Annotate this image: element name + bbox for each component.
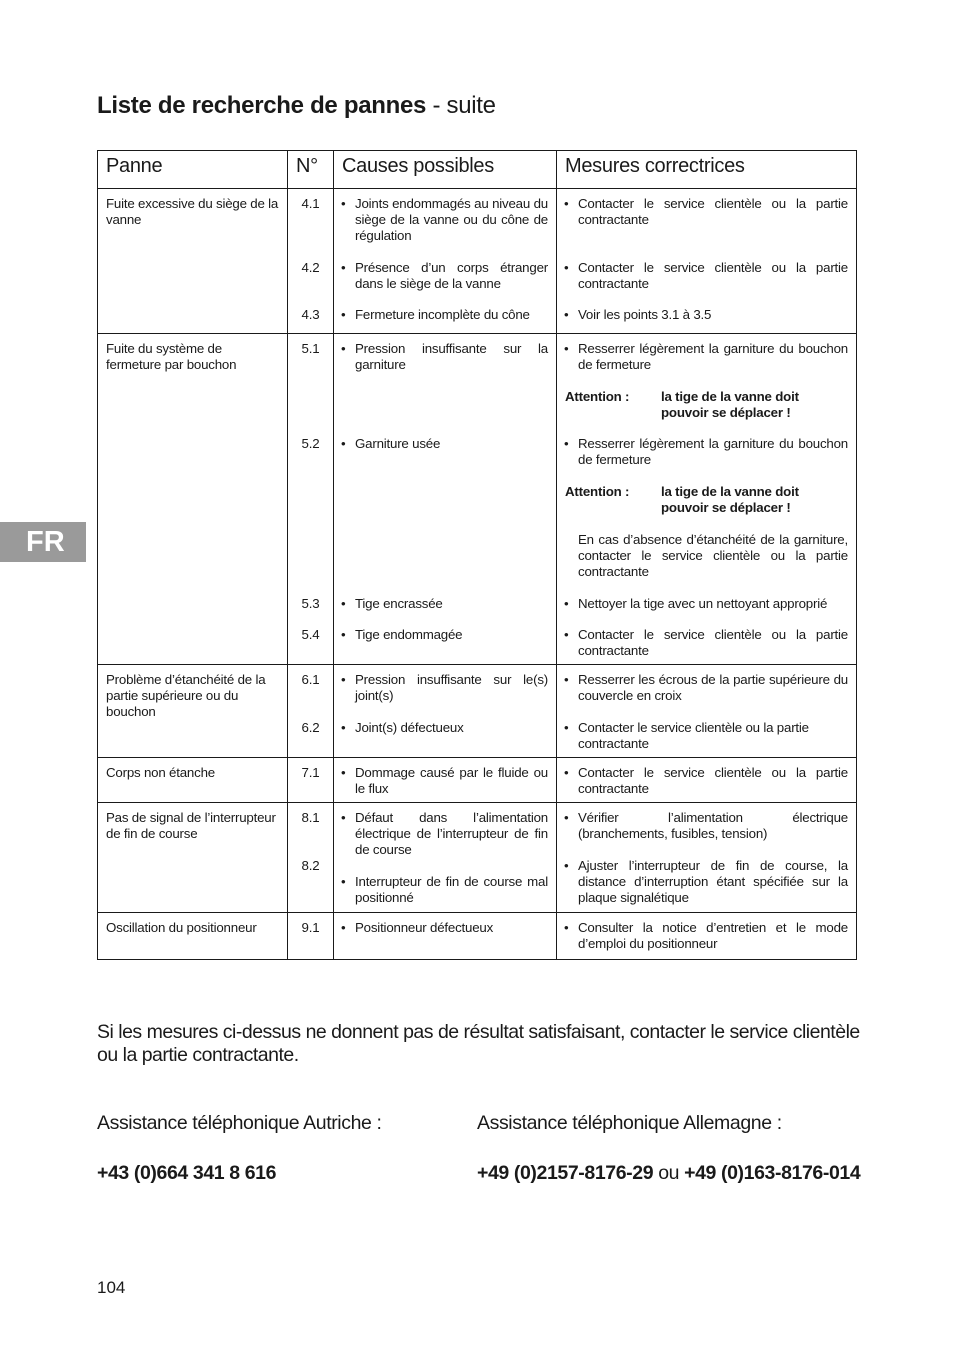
- hotline-germany-numbers: [477, 1162, 860, 1185]
- measure-item: • Resserrer les écrous de la partie supérieure du couvercle en croix: [564, 672, 848, 703]
- table-row: [98, 189, 857, 334]
- measure-note: En cas d’absence d’étanchéité de la garniture, contacter le service clientèle ou la partie contractante: [578, 532, 848, 579]
- num-cell: [288, 189, 334, 334]
- attention-text: la tige de la vanne doit pouvoir se déplacer !: [661, 389, 799, 420]
- fault-number: 4.1: [301, 196, 320, 211]
- measure-item: • Resserrer légèrement la garniture du bouchon de fermeture: [564, 436, 848, 467]
- attention-note: [557, 484, 856, 516]
- table-row: [98, 665, 857, 758]
- measure-item: • Consulter la notice d’entretien et le mode d’emploi du positionneur: [564, 920, 848, 951]
- header-mesures: Mesures correctrices: [557, 151, 857, 189]
- measure-item: • Contacter le service clientèle ou la partie contractante: [564, 627, 848, 658]
- num-cell: [288, 665, 334, 758]
- num-cell: [288, 913, 334, 960]
- attention-label: Attention :: [565, 389, 630, 404]
- page-number: 104: [97, 1278, 126, 1297]
- cause-item: • Joint(s) défectueux: [341, 720, 464, 735]
- header-causes: Causes possibles: [334, 151, 557, 189]
- language-tab-fr: FR: [0, 522, 86, 562]
- cause-item: • Positionneur défectueux: [341, 920, 494, 935]
- fault-number: 8.1: [301, 810, 320, 825]
- measure-item: • Resserrer légèrement la garniture du bouchon de fermeture: [564, 341, 848, 372]
- causes-cell: [334, 665, 557, 758]
- num-cell: [288, 758, 334, 803]
- fault-number: 4.3: [301, 307, 320, 322]
- causes-cell: [334, 758, 557, 803]
- fault-number: 5.4: [301, 627, 320, 642]
- panne-cell: Fuite du système de fermeture par bouchon: [98, 334, 288, 665]
- attention-note: [557, 389, 856, 421]
- fault-number: 7.1: [301, 765, 320, 780]
- panne-cell: Problème d’étanchéité de la partie supérieure ou du bouchon: [98, 665, 288, 758]
- fault-number: 9.1: [301, 920, 320, 935]
- fault-number: 6.2: [301, 720, 320, 735]
- num-cell: [288, 334, 334, 665]
- causes-cell: [334, 334, 557, 665]
- num-cell: [288, 803, 334, 913]
- causes-cell: [334, 803, 557, 913]
- measure-item: • Ajuster l’interrupteur de fin de course, la distance d’interruption étant spécifiée sur la plaque signalétique: [564, 858, 848, 905]
- closing-paragraph: Si les mesures ci-dessus ne donnent pas de résultat satisfaisant, contacter le service clientèle ou la partie contractante.: [97, 1021, 860, 1066]
- causes-cell: [334, 913, 557, 960]
- mesures-cell: [557, 189, 857, 334]
- measure-item: • Contacter le service clientèle ou la partie contractante: [564, 765, 848, 796]
- page-title: [97, 92, 496, 120]
- cause-item: • Présence d’un corps étranger dans le siège de la vanne: [341, 260, 548, 291]
- mesures-cell: [557, 803, 857, 913]
- table-row: [98, 334, 857, 665]
- cause-item: • Défaut dans l’alimentation électrique de l’interrupteur de fin de course: [341, 810, 548, 857]
- panne-cell: Pas de signal de l’interrupteur de fin de course: [98, 803, 288, 913]
- fault-number: 5.3: [301, 596, 320, 611]
- mesures-cell: [557, 913, 857, 960]
- troubleshooting-table: [97, 150, 857, 960]
- cause-item: • Pression insuffisante sur la garniture: [341, 341, 548, 372]
- measure-item: • Contacter le service clientèle ou la partie contractante: [564, 260, 848, 291]
- hotline-or: ou: [658, 1162, 680, 1184]
- causes-cell: [334, 189, 557, 334]
- measure-item: • Contacter le service clientèle ou la partie contractante: [564, 720, 809, 751]
- mesures-cell: [557, 334, 857, 665]
- hotline-austria-number: +43 (0)664 341 8 616: [97, 1162, 277, 1184]
- panne-cell: Oscillation du positionneur: [98, 913, 288, 960]
- fault-number: 8.2: [301, 858, 320, 873]
- table-header-row: [98, 151, 857, 189]
- cause-item: • Dommage causé par le fluide ou le flux: [341, 765, 548, 796]
- measure-item: • Vérifier l’alimentation électrique (branchements, fusibles, tension): [564, 810, 848, 841]
- header-num: N°: [288, 151, 334, 189]
- hotline-austria-label: Assistance téléphonique Autriche :: [97, 1112, 382, 1134]
- fault-number: 5.1: [301, 341, 320, 356]
- hotline-germany-number-1: +49 (0)2157-8176-29: [477, 1162, 654, 1184]
- cause-item: • Fermeture incomplète du cône: [341, 307, 530, 322]
- measure-item: • Nettoyer la tige avec un nettoyant approprié: [564, 596, 828, 611]
- panne-cell: Corps non étanche: [98, 758, 288, 803]
- cause-item: • Garniture usée: [341, 436, 441, 451]
- hotline-germany-number-2: +49 (0)163-8176-014: [684, 1162, 861, 1184]
- measure-item: • Contacter le service clientèle ou la partie contractante: [564, 196, 848, 227]
- measure-item: • Voir les points 3.1 à 3.5: [564, 307, 712, 322]
- cause-item: • Joints endommagés au niveau du siège de la vanne ou du cône de régulation: [341, 196, 548, 243]
- cause-item: • Tige endommagée: [341, 627, 463, 642]
- title-suffix: - suite: [426, 92, 496, 119]
- header-panne: Panne: [98, 151, 288, 189]
- cause-item: • Pression insuffisante sur le(s) joint(s): [341, 672, 548, 703]
- table-row: [98, 758, 857, 803]
- fault-number: 6.1: [301, 672, 320, 687]
- attention-label: Attention :: [565, 484, 630, 499]
- attention-text: la tige de la vanne doit pouvoir se déplacer !: [661, 484, 799, 515]
- cause-item: • Interrupteur de fin de course mal positionné: [341, 874, 548, 905]
- hotline-germany-label: Assistance téléphonique Allemagne :: [477, 1112, 782, 1134]
- cause-item: • Tige encrassée: [341, 596, 443, 611]
- fault-number: 5.2: [301, 436, 320, 451]
- table-row: [98, 803, 857, 913]
- title-main: Liste de recherche de pannes: [97, 92, 427, 119]
- panne-cell: Fuite excessive du siège de la vanne: [98, 189, 288, 334]
- mesures-cell: [557, 665, 857, 758]
- fault-number: 4.2: [301, 260, 320, 275]
- mesures-cell: [557, 758, 857, 803]
- table-row: [98, 913, 857, 960]
